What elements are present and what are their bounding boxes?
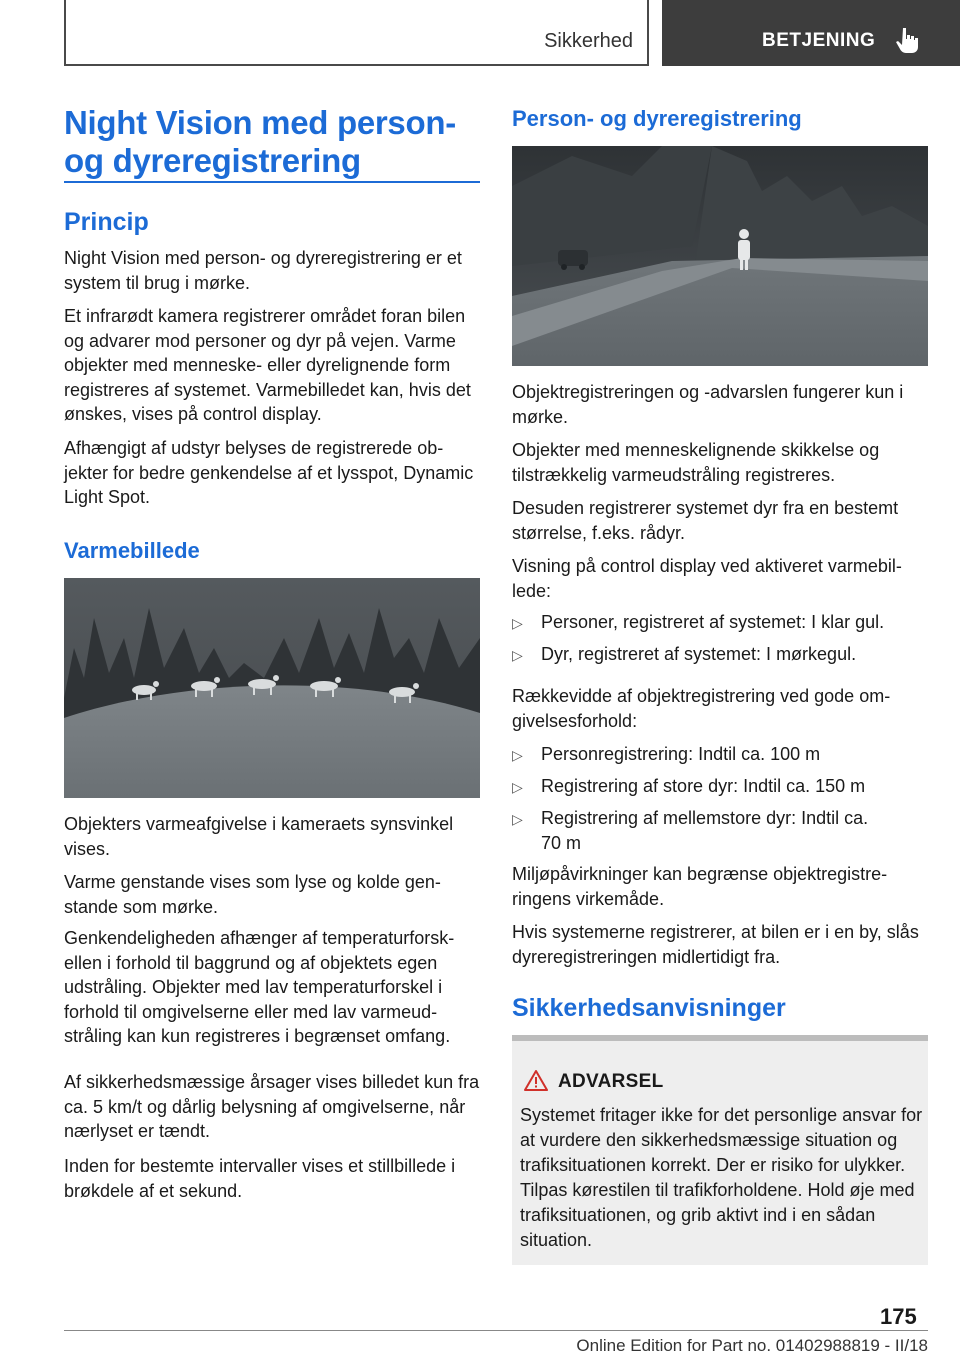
detection-paragraph-5: Rækkevidde af objektregistrering ved gode omgivelsesforhold: xyxy=(512,686,891,731)
warning-triangle-icon xyxy=(524,1069,548,1091)
thermal-heading: Varmebillede xyxy=(64,538,200,563)
header-section-box xyxy=(64,0,649,66)
header-chapter-title: BETJENING xyxy=(762,30,876,51)
footer-edition: Online Edition for Part no. 01402988819 - II/18 xyxy=(576,1336,928,1355)
thermal-paragraph-4: Af sikkerhedsmæssige årsager vises billedet kun fra ca. 5 km/t og dårlig belysning af omgivelserne, når nærlyset er tændt. xyxy=(64,1072,480,1141)
principle-paragraph-2: Et infrarødt kamera registrerer området foran bilen og advarer mod personer og dyr på vejen. Varme objekter med menneske- eller dyrelignende form registreres af systemet. Varmebilledet kan, hvis det ønskes, vises på control display. xyxy=(64,306,471,424)
thermal-scene-person xyxy=(512,146,928,366)
touch-hand-icon xyxy=(894,26,920,54)
detection-paragraph-6: Miljøpåvirkninger kan begrænse objektregistreringens virkemåde. xyxy=(512,864,888,909)
thermal-paragraph-2: Varme genstande vises som lyse og kolde genstande som mørke. xyxy=(64,872,441,917)
safety-heading: Sikkerhedsanvisninger xyxy=(512,994,786,1022)
thermal-paragraph-3: Genkendeligheden afhænger af temperaturforskellen i forhold til baggrund og af objektets egen udstråling. Objekter med lav temperaturforskel i forhold til omgivelserne eller med lav varmeudstråling kan kun registreres i begrænset omfang. xyxy=(64,928,455,1046)
warning-box xyxy=(512,1035,928,1265)
title-rule xyxy=(64,181,480,183)
thermal-image-person xyxy=(512,146,928,366)
warning-text: Systemet fritager ikke for det personlige ansvar for at vurdere den sikkerhedsmæssige situation og trafiksituationen korrekt. Der er risiko for ulykker. Tilpas kørestilen til trafikforholdene. Hold øje med trafiksituationen, og grib aktivt ind i en sådan situation. xyxy=(520,1105,923,1250)
footer-rule xyxy=(64,1330,928,1331)
page-number: 175 xyxy=(880,1304,917,1329)
warning-title: ADVARSEL xyxy=(558,1071,664,1092)
triangle-bullet-icon: ▷ xyxy=(512,647,523,663)
principle-paragraph-1: Night Vision med person- og dyreregistrering er et system til brug i mørke. xyxy=(64,248,462,293)
detection-paragraph-1: Objektregistreringen og -advarslen fungerer kun i mørke. xyxy=(512,382,904,427)
header-section-title: Sikkerhed xyxy=(544,30,633,52)
thermal-scene-animals xyxy=(64,578,480,798)
triangle-bullet-icon: ▷ xyxy=(512,811,523,827)
principle-paragraph-3: Afhængigt af udstyr belyses de registrerede objekter for bedre genkendelse af et lysspot, Dynamic Light Spot. xyxy=(64,438,474,507)
triangle-bullet-icon: ▷ xyxy=(512,747,523,763)
triangle-bullet-icon: ▷ xyxy=(512,615,523,631)
thermal-paragraph-1: Objekters varmeafgivelse i kameraets synsvinkel vises. xyxy=(64,814,454,859)
thermal-image-animals xyxy=(64,578,480,798)
principle-heading: Princip xyxy=(64,208,149,236)
triangle-bullet-icon: ▷ xyxy=(512,779,523,795)
detection-paragraph-4: Visning på control display ved aktiveret varmebillede: xyxy=(512,556,902,601)
detection-paragraph-7: Hvis systemerne registrerer, at bilen er i en by, slås dyreregistreringen midlertidigt fra. xyxy=(512,922,919,967)
page-title: Night Vision med person- og dyreregistrering xyxy=(64,104,456,179)
header-chapter-tab[interactable] xyxy=(662,0,960,66)
detection-paragraph-3: Desuden registrerer systemet dyr fra en bestemt størrelse, f.eks. rådyr. xyxy=(512,498,899,543)
detection-heading: Person- og dyreregistrering xyxy=(512,106,802,131)
thermal-paragraph-5: Inden for bestemte intervaller vises et stillbillede i brøkdele af et sekund. xyxy=(64,1156,456,1201)
detection-paragraph-2: Objekter med menneskelignende skikkelse og tilstrækkelig varmeudstråling registreres. xyxy=(512,440,880,485)
